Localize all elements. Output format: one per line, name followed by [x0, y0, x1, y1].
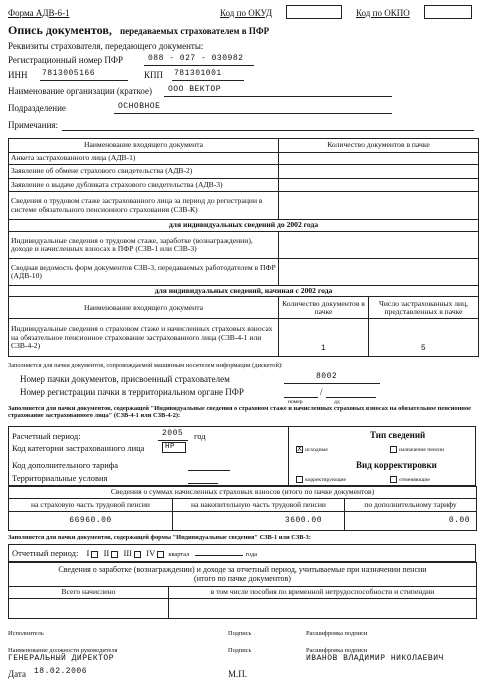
department-value[interactable]: ОСНОВНОЕ [118, 102, 161, 111]
col-insurance-header: на страховую часть трудовой пенсии [9, 499, 173, 512]
earnings-subtitle: (итого по пачке документов) [194, 573, 291, 583]
corr-cancel-checkbox[interactable] [390, 476, 397, 483]
pack-reg-date-sub: дд [334, 399, 340, 405]
report-year-input[interactable] [195, 548, 243, 556]
reg-number-value[interactable]: 088 - 027 - 030982 [148, 54, 244, 63]
pack-number-value[interactable]: 8002 [316, 372, 338, 381]
head-position-label: Наименование должности руководителя [8, 647, 118, 654]
doc-row: Сведения о трудовом стаже застрахованного лица за период до регистрации в системе обязательного пенсионного страхования (СЗВ-К) [9, 192, 279, 220]
col-pack-header: Количество документов в пачке [279, 297, 369, 319]
correction-title: Вид корректировки [356, 460, 437, 470]
doc-row: Индивидуальные сведения о трудовом стаже, заработке (вознаграждении), доходе и начисленных взносах в ПФР (СЗВ-1 или СЗВ-3) [9, 232, 279, 259]
date-label: Дата [8, 669, 26, 679]
q4-label: IV [146, 548, 156, 558]
period-underline [158, 440, 188, 441]
pack-reg-label: Номер регистрации пачки в территориальном органе ПФР [20, 387, 244, 397]
q3-label: III [123, 548, 133, 558]
pack-reg-slash: / [320, 387, 323, 397]
territory-underline[interactable] [188, 483, 218, 484]
funded-sum-cell[interactable]: 3600.00 [173, 512, 345, 531]
category-label: Код категории застрахованного лица [12, 443, 145, 453]
contributions-table [8, 486, 477, 531]
executor-label: Исполнитель [8, 630, 44, 637]
col-persons-header: Число застрахованных лиц, представленных в пачке [369, 297, 479, 319]
sums-title: Сведения о суммах начисленных страховых взносов (итого по пачке документов) [9, 487, 477, 499]
earnings-title-text: Сведения о заработке (вознаграждении) и доходе за отчетный период, учитываемые при назначении пенсии [58, 564, 427, 574]
okud-label: Код по ОКУД [220, 8, 273, 18]
tariff-label: Код дополнительного тарифа [12, 460, 119, 470]
notes-label: Примечания: [8, 120, 59, 130]
date-value[interactable]: 18.02.2006 [34, 667, 88, 676]
category-value[interactable]: НР [162, 442, 186, 453]
org-name-underline [164, 96, 392, 97]
pack-number-underline [284, 383, 380, 384]
pack-number-label: Номер пачки документов, присвоенный страхователем [20, 374, 230, 384]
okud-box[interactable] [286, 5, 342, 19]
stamp-label: М.П. [228, 669, 248, 679]
kpp-label: КПП [144, 70, 164, 80]
okpo-box[interactable] [424, 5, 472, 19]
title-main: Опись документов, [8, 23, 112, 37]
inn-underline [40, 80, 128, 81]
org-name-value[interactable]: ООО ВЕКТОР [168, 85, 222, 94]
type-initial-option[interactable] [296, 444, 328, 454]
inn-value[interactable]: 7813005166 [42, 69, 96, 78]
corr-cancel-label: отменяющие [399, 477, 430, 483]
q2-label: II [103, 548, 110, 558]
territory-label: Территориальные условия [12, 473, 108, 483]
col-extra-header: по дополнительному тарифу [345, 499, 477, 512]
insurance-sum-cell[interactable]: 66960.00 [9, 512, 173, 531]
section-2002: для индивидуальных сведений, начиная с 2002 года [9, 286, 479, 297]
corr-fix-label: корректирующие [305, 477, 346, 483]
type-initial-label: исходные [305, 447, 328, 453]
count-cell[interactable] [279, 232, 479, 259]
count-cell[interactable] [279, 179, 479, 192]
col-count-header: Количество документов в пачке [279, 139, 479, 153]
szv4-note: Заполняется для пачки документов, содержащей "Индивидуальные сведения о страховом стаже и начисленных страховых взносах на обязательное пенсионное страхование застрахованного лица" (СЗВ-4-1 или СЗВ-4-2): [8, 405, 471, 420]
org-name-label: Наименование организации (краткое) [8, 86, 152, 96]
q4-checkbox[interactable] [157, 551, 164, 558]
doc-row: Сводная ведомость форм документов СЗВ-3, передаваемых работодателем в ПФР (АДВ-10) [9, 259, 279, 286]
reg-number-underline [144, 65, 254, 66]
inn-label: ИНН [8, 70, 28, 80]
head-name-value[interactable]: ИВАНОВ ВЛАДИМИР НИКОЛАЕВИЧ [306, 654, 444, 663]
col-doc-header-2002: Наименование входящего документа [9, 297, 279, 319]
department-label: Подразделение [8, 103, 66, 113]
earnings-title [9, 563, 477, 587]
pack-note: Заполняется для пачки документов, сопровождаемой машинным носителем информации (дискетой): [8, 362, 283, 369]
doc-row: Анкета застрахованного лица (АДВ-1) [9, 153, 279, 165]
count-cell[interactable] [279, 165, 479, 179]
executor-signature-label: Подпись [228, 630, 252, 637]
report-period-row [12, 548, 257, 559]
q3-checkbox[interactable] [134, 551, 141, 558]
kpp-underline [172, 80, 244, 81]
corr-fix-option[interactable] [296, 474, 346, 484]
form-code: Форма АДВ-6-1 [8, 8, 70, 18]
count-cell[interactable] [279, 259, 479, 286]
type-pension-checkbox[interactable] [390, 446, 397, 453]
insurer-section-label: Реквизиты страхователя, передающего документы: [8, 41, 204, 51]
q1-label: I [86, 548, 90, 558]
okpo-label: Код по ОКПО [356, 8, 410, 18]
col-total-header: Всего начислено [9, 587, 169, 599]
notes-underline[interactable] [62, 130, 474, 131]
section-pre-2002: для индивидуальных сведений до 2002 года [9, 220, 479, 232]
q1-checkbox[interactable] [91, 551, 98, 558]
head-position-value[interactable]: ГЕНЕРАЛЬНЫЙ ДИРЕКТОР [8, 654, 115, 663]
pack-reg-number-sub: номер [288, 399, 303, 405]
pack-reg-number-line[interactable] [284, 397, 318, 398]
page-title [8, 24, 269, 37]
earnings-table [8, 562, 477, 619]
doc-row-2002: Индивидуальные сведения о страховом стаже и начисленных страховых взносах на обязательное пенсионное страхование застрахованного лица (СЗВ-4-1 или СЗВ-4-2) [9, 319, 279, 357]
corr-fix-checkbox[interactable] [296, 476, 303, 483]
report-period-label: Отчетный период: [12, 548, 79, 558]
pack-count-cell[interactable]: 1 [279, 319, 369, 357]
col-funded-header: на накопительную часть трудовой пенсии [173, 499, 345, 512]
szv1-note: Заполняется для пачки документов, содержащей формы "Индивидуальные сведения" СЗВ-1 или СЗВ-3: [8, 534, 311, 541]
total-cell[interactable] [9, 599, 169, 619]
count-cell[interactable] [279, 192, 479, 220]
period-unit: год [194, 431, 206, 441]
year-label: года [245, 551, 258, 558]
szv4-divider [288, 426, 289, 486]
extra-sum-cell[interactable]: 0.00 [345, 512, 477, 531]
type-pension-option[interactable] [390, 444, 444, 454]
period-value[interactable]: 2005 [162, 429, 184, 438]
doc-row: Заявление о выдаче дубликата страхового свидетельства (АДВ-3) [9, 179, 279, 192]
tariff-underline[interactable] [188, 470, 230, 471]
doc-row: Заявление об обмене страхового свидетельства (АДВ-2) [9, 165, 279, 179]
executor-decoding-label: Расшифровка подписи [306, 630, 368, 637]
documents-table [8, 138, 479, 286]
reg-number-label: Регистрационный номер ПФР [8, 55, 124, 65]
col-benefits-header: в том числе пособия по временной нетрудоспособности и стипендии [169, 587, 477, 599]
head-decoding-label: Расшифровка подписи [306, 647, 368, 654]
documents-2002-table [8, 285, 479, 357]
benefits-cell[interactable] [169, 599, 477, 619]
type-initial-checkbox[interactable]: X [297, 444, 302, 453]
pack-reg-date-line[interactable] [326, 397, 376, 398]
head-signature-label: Подпись [228, 647, 252, 654]
corr-cancel-option[interactable] [390, 474, 430, 484]
department-underline [114, 113, 392, 114]
col-doc-header: Наименование входящего документа [9, 139, 279, 153]
kpp-value[interactable]: 781301001 [174, 69, 222, 78]
quarter-label: квартал [168, 551, 190, 558]
title-rest: передаваемых страхователем в ПФР [119, 26, 270, 36]
persons-count-cell[interactable]: 5 [369, 319, 479, 357]
count-cell[interactable] [279, 153, 479, 165]
q2-checkbox[interactable] [111, 551, 118, 558]
info-type-title: Тип сведений [370, 430, 426, 440]
period-label: Расчетный период: [12, 431, 81, 441]
type-pension-label: назначение пенсии [399, 447, 445, 453]
